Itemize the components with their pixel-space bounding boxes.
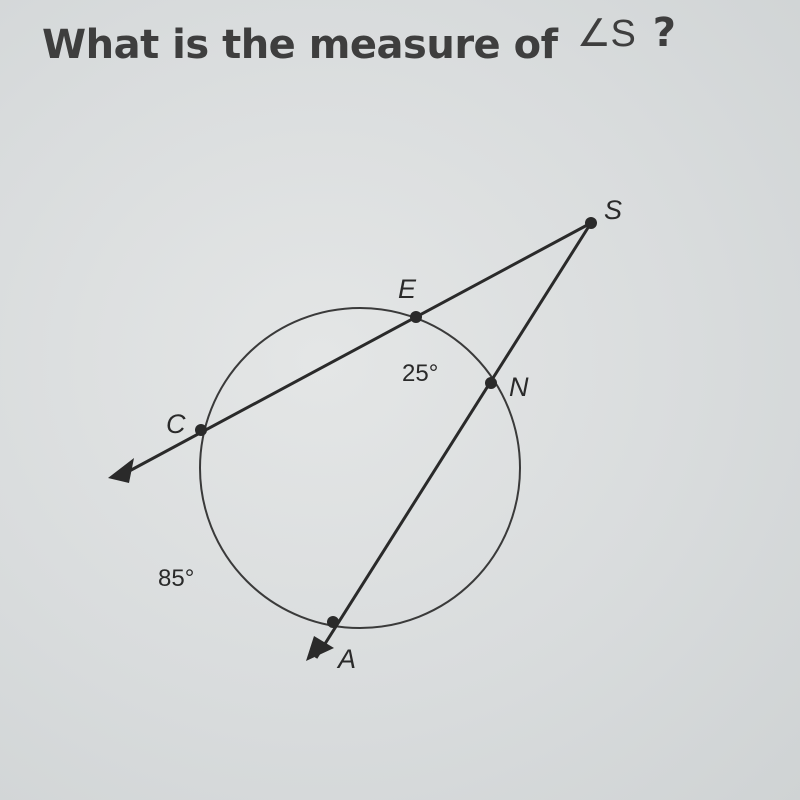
- arrowhead-c-icon: [108, 458, 134, 483]
- arc-ca-measure: 85°: [158, 565, 195, 592]
- secant-sec: [120, 223, 591, 476]
- point-s: [585, 217, 597, 229]
- arc-en-measure: 25°: [402, 360, 439, 387]
- label-a: A: [338, 644, 357, 674]
- secant-sna: [316, 223, 591, 658]
- label-e: E: [398, 274, 417, 304]
- point-a: [327, 616, 339, 628]
- point-e: [410, 311, 422, 323]
- label-s: S: [604, 195, 623, 225]
- arrowhead-a-icon: [306, 636, 334, 661]
- question-text: What is the measure of: [42, 22, 558, 68]
- point-n: [485, 377, 497, 389]
- angle-s-reference: ∠S: [576, 13, 636, 55]
- question-mark: ?: [652, 10, 676, 56]
- label-c: C: [166, 409, 186, 439]
- circle: [200, 308, 520, 628]
- label-n: N: [509, 372, 529, 402]
- point-c: [195, 424, 207, 436]
